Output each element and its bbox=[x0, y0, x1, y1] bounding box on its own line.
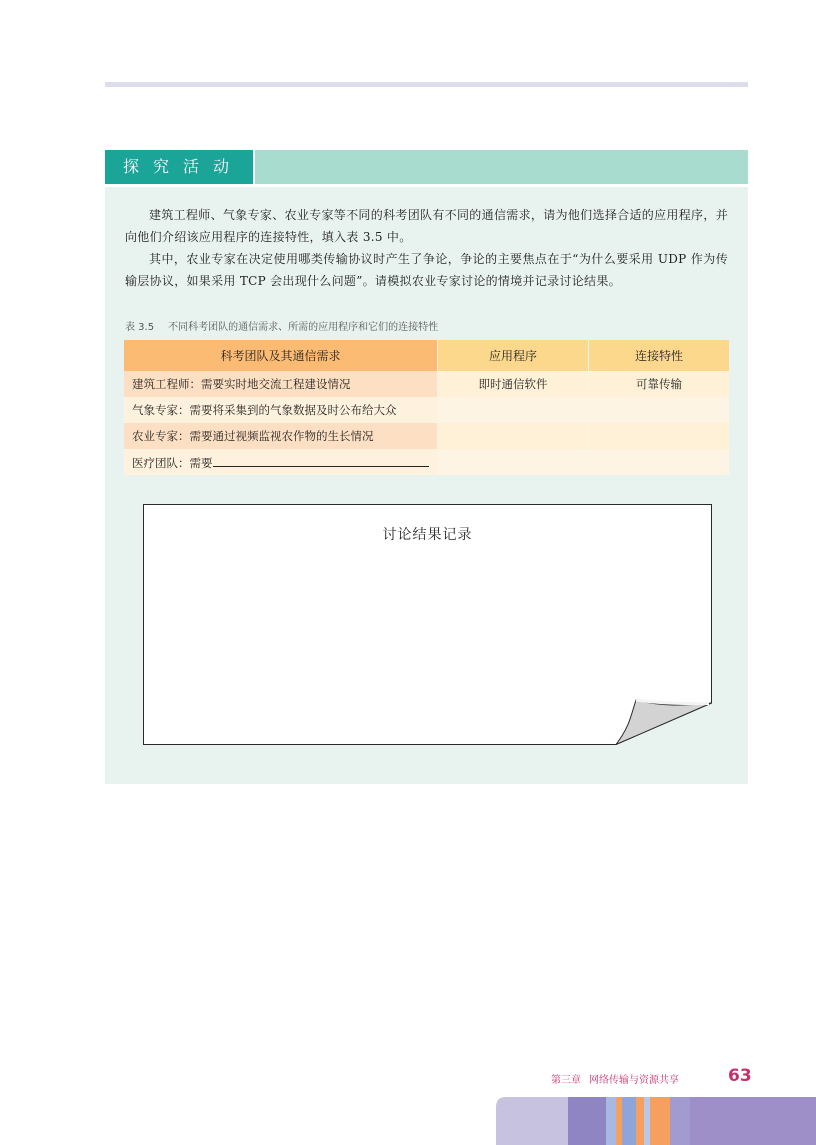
header-connection-type: 连接特性 bbox=[589, 340, 730, 371]
activity-paragraph-2: 其中，农业专家在决定使用哪类传输协议时产生了争论，争论的主要焦点在于“为什么要采用 UDP 作为传输层协议，如果采用 TCP 会出现什么问题”。请模拟农业专家讨论的情境并记录讨论结果。 bbox=[125, 252, 728, 288]
activity-header-divider bbox=[105, 184, 748, 187]
top-rule bbox=[105, 82, 748, 87]
inquiry-activity-box bbox=[105, 150, 748, 784]
activity-header-bar bbox=[105, 150, 748, 184]
activity-title: 探究活动 bbox=[105, 150, 255, 184]
team-needs-cell: 农业专家：需要通过视频监视农作物的生长情况 bbox=[124, 423, 438, 449]
table-row bbox=[124, 423, 729, 449]
connection-type-cell: 可靠传输 bbox=[589, 371, 730, 397]
running-footer bbox=[551, 1071, 679, 1086]
fill-in-blank-line[interactable] bbox=[213, 454, 429, 467]
discussion-record-title: 讨论结果记录 bbox=[382, 527, 473, 543]
table-header-row bbox=[124, 340, 729, 371]
communication-needs-table bbox=[124, 340, 729, 475]
application-cell[interactable] bbox=[438, 423, 589, 449]
table-row bbox=[124, 397, 729, 423]
discussion-record-sheet[interactable] bbox=[143, 504, 712, 745]
team-needs-label: 医疗团队：需要 bbox=[132, 455, 213, 470]
application-cell[interactable] bbox=[438, 397, 589, 423]
application-cell: 即时通信软件 bbox=[438, 371, 589, 397]
connection-type-cell[interactable] bbox=[589, 423, 730, 449]
decorative-color-band bbox=[496, 1097, 816, 1145]
activity-paragraph-1: 建筑工程师、气象专家、农业专家等不同的科考团队有不同的通信需求，请为他们选择合适的应用程序，并向他们介绍该应用程序的连接特性，填入表 3.5 中。 bbox=[125, 208, 728, 244]
footer-chapter: 第三章 bbox=[551, 1075, 581, 1086]
team-needs-cell bbox=[124, 449, 438, 475]
table-caption-number: 表 3.5 bbox=[125, 322, 155, 333]
team-needs-cell: 气象专家：需要将采集到的气象数据及时公布给大众 bbox=[124, 397, 438, 423]
team-needs-cell: 建筑工程师：需要实时地交流工程建设情况 bbox=[124, 371, 438, 397]
connection-type-cell[interactable] bbox=[589, 397, 730, 423]
table-caption bbox=[125, 318, 438, 333]
footer-chapter-title: 网络传输与资源共享 bbox=[589, 1075, 679, 1086]
table-row bbox=[124, 449, 729, 475]
header-application: 应用程序 bbox=[438, 340, 589, 371]
table-caption-text: 不同科考团队的通信需求、所需的应用程序和它们的连接特性 bbox=[168, 322, 439, 333]
header-team-needs: 科考团队及其通信需求 bbox=[124, 340, 438, 371]
page-number: 63 bbox=[728, 1066, 752, 1086]
table-row bbox=[124, 371, 729, 397]
application-cell[interactable] bbox=[438, 449, 589, 475]
connection-type-cell[interactable] bbox=[589, 449, 730, 475]
